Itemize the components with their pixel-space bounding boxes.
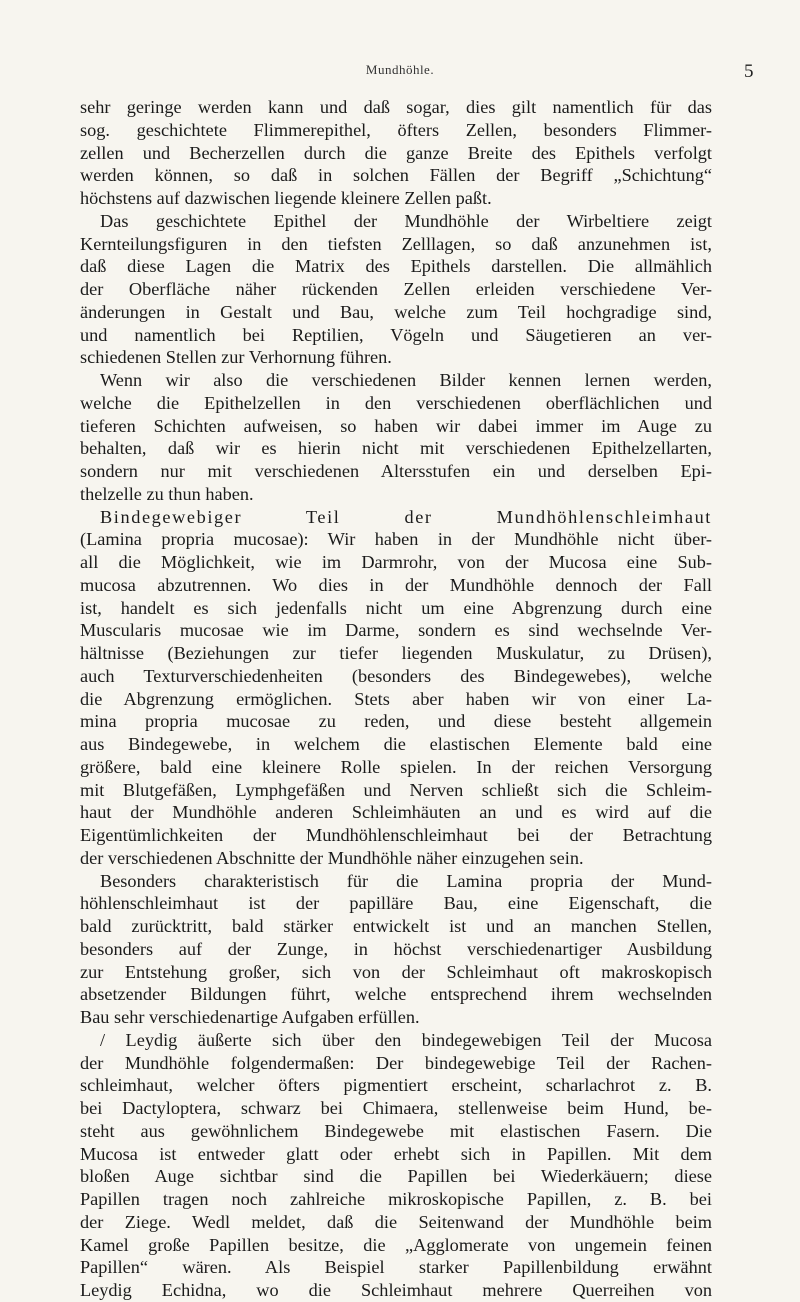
text-line: schiedenen Stellen zur Verhornung führen.: [80, 347, 392, 368]
text-line: besonders auf der Zunge, in höchst verschiedenartiger Ausbildung: [80, 938, 712, 959]
text-line: auch Texturverschiedenheiten (besonders des Bindegewebes), welche: [80, 665, 712, 686]
text-line: haut der Mundhöhle anderen Schleimhäuten an und es wird auf die: [80, 802, 712, 823]
text-line: bloßen Auge sichtbar sind die Papillen bei Wiederkäuern; diese: [80, 1166, 712, 1187]
text-line: zellen und Becherzellen durch die ganze Breite des Epithels verfolgt: [80, 142, 712, 163]
text-line: sondern nur mit verschiedenen Altersstufen ein und derselben Epi-: [80, 461, 712, 481]
text-line: absetzender Bildungen führt, welche entsprechend ihrem wechselnden: [80, 984, 712, 1005]
text-line: Das geschichtete Epithel der Mundhöhle der Wirbeltiere zeigt: [100, 210, 712, 231]
text-line: all die Möglichkeit, wie im Darmrohr, von der Mucosa eine Sub-: [80, 552, 712, 572]
text-line: Besonders charakteristisch für die Lamina propria der Mund-: [100, 870, 712, 891]
text-line: die Abgrenzung ermöglichen. Stets aber haben wir von einer La-: [80, 688, 712, 709]
text-line: Bau sehr verschiedenartige Aufgaben erfüllen.: [80, 1007, 420, 1027]
text-line: höhlenschleimhaut ist der papilläre Bau, eine Eigenschaft, die: [80, 893, 712, 914]
text-line: der verschiedenen Abschnitte der Mundhöhle näher einzugehen sein.: [80, 847, 584, 868]
text-line: Mucosa ist entweder glatt oder erhebt sich in Papillen. Mit dem: [80, 1143, 712, 1164]
text-line: Eigentümlichkeiten der Mundhöhlenschleimhaut bei der Betrachtung: [80, 825, 712, 845]
text-line: steht aus gewöhnlichem Bindegewebe mit elastischen Fasern. Die: [80, 1120, 712, 1141]
text-line: sehr geringe werden kann und daß sogar, dies gilt namentlich für das: [80, 97, 712, 117]
text-line: Papillen“ wären. Als Beispiel starker Papillenbildung erwähnt: [80, 1257, 712, 1278]
text-line: der Mundhöhle folgendermaßen: Der bindegewebige Teil der Rachen-: [80, 1052, 712, 1073]
page-number: 5: [744, 61, 754, 82]
text-line: höchstens auf dazwischen liegende kleinere Zellen paßt.: [80, 188, 492, 208]
text-line: / Leydig äußerte sich über den bindegewebigen Teil der Mucosa: [100, 1029, 712, 1050]
text-line: mina propria mucosae zu reden, und diese besteht allgemein: [80, 711, 712, 732]
text-line: welche die Epithelzellen in den verschiedenen oberflächlichen und: [80, 392, 712, 413]
text-line: aus Bindegewebe, in welchem die elastischen Elemente bald eine: [80, 734, 712, 754]
text-line: (Lamina propria mucosae): Wir haben in der Mundhöhle nicht über-: [80, 529, 712, 550]
text-line: behalten, daß wir es hierin nicht mit verschiedenen Epithelzellarten,: [80, 438, 712, 459]
running-title: Mundhöhle.: [365, 62, 435, 77]
text-line: Muscularis mucosae wie im Darme, sondern es sind wechselnde Ver-: [80, 620, 712, 641]
text-line: bald zurücktritt, bald stärker entwickelt ist und an manchen Stellen,: [80, 916, 712, 936]
text-line: der Ziege. Wedl meldet, daß die Seitenwand der Mundhöhle beim: [80, 1211, 712, 1232]
text-line: der Oberfläche näher rückenden Zellen erleiden verschiedene Ver-: [80, 279, 712, 299]
text-line: tieferen Schichten aufweisen, so haben wir dabei immer im Auge zu: [80, 415, 712, 436]
text-line: und namentlich bei Reptilien, Vögeln und Säugetieren an ver-: [80, 324, 712, 345]
text-line: sog. geschichtete Flimmerepithel, öfters Zellen, besonders Flimmer-: [80, 119, 712, 140]
section-heading-line: Bindegewebiger Teil der Mundhöhlenschleimhaut: [100, 506, 712, 527]
text-line: ist, handelt es sich jedenfalls nicht um eine Abgrenzung durch eine: [80, 597, 712, 618]
text-line: bei Dactyloptera, schwarz bei Chimaera, stellenweise beim Hund, be-: [80, 1098, 712, 1118]
text-line: mucosa abzutrennen. Wo dies in der Mundhöhle dennoch der Fall: [80, 574, 712, 595]
text-line: zur Entstehung großer, sich von der Schleimhaut oft makroskopisch: [80, 961, 712, 982]
text-line: änderungen in Gestalt und Bau, welche zum Teil hochgradige sind,: [80, 301, 712, 322]
text-line: größere, bald eine kleinere Rolle spielen. In der reichen Versorgung: [80, 756, 712, 777]
text-line: Kernteilungsfiguren in den tiefsten Zelllagen, so daß anzunehmen ist,: [80, 233, 712, 254]
text-line: Papillen tragen noch zahlreiche mikroskopische Papillen, z. B. bei: [80, 1189, 712, 1209]
text-line: Leydig Echidna, wo die Schleimhaut mehrere Querreihen von: [80, 1280, 712, 1300]
text-line: thelzelle zu thun haben.: [80, 483, 254, 504]
text-line: Wenn wir also die verschiedenen Bilder kennen lernen werden,: [100, 370, 712, 390]
text-line: schleimhaut, welcher öfters pigmentiert erscheint, scharlachrot z. B.: [80, 1075, 712, 1096]
body-text: [80, 96, 712, 1302]
text-line: werden können, so daß in solchen Fällen der Begriff „Schichtung“: [80, 165, 712, 186]
text-line: Kamel große Papillen besitze, die „Agglomerate von ungemein feinen: [80, 1234, 712, 1255]
text-line: daß diese Lagen die Matrix des Epithels darstellen. Die allmählich: [80, 256, 712, 277]
text-line: mit Blutgefäßen, Lymphgefäßen und Nerven schließt sich die Schleim-: [80, 779, 712, 800]
text-line: hältnisse (Beziehungen zur tiefer liegenden Muskulatur, zu Drüsen),: [80, 643, 712, 663]
